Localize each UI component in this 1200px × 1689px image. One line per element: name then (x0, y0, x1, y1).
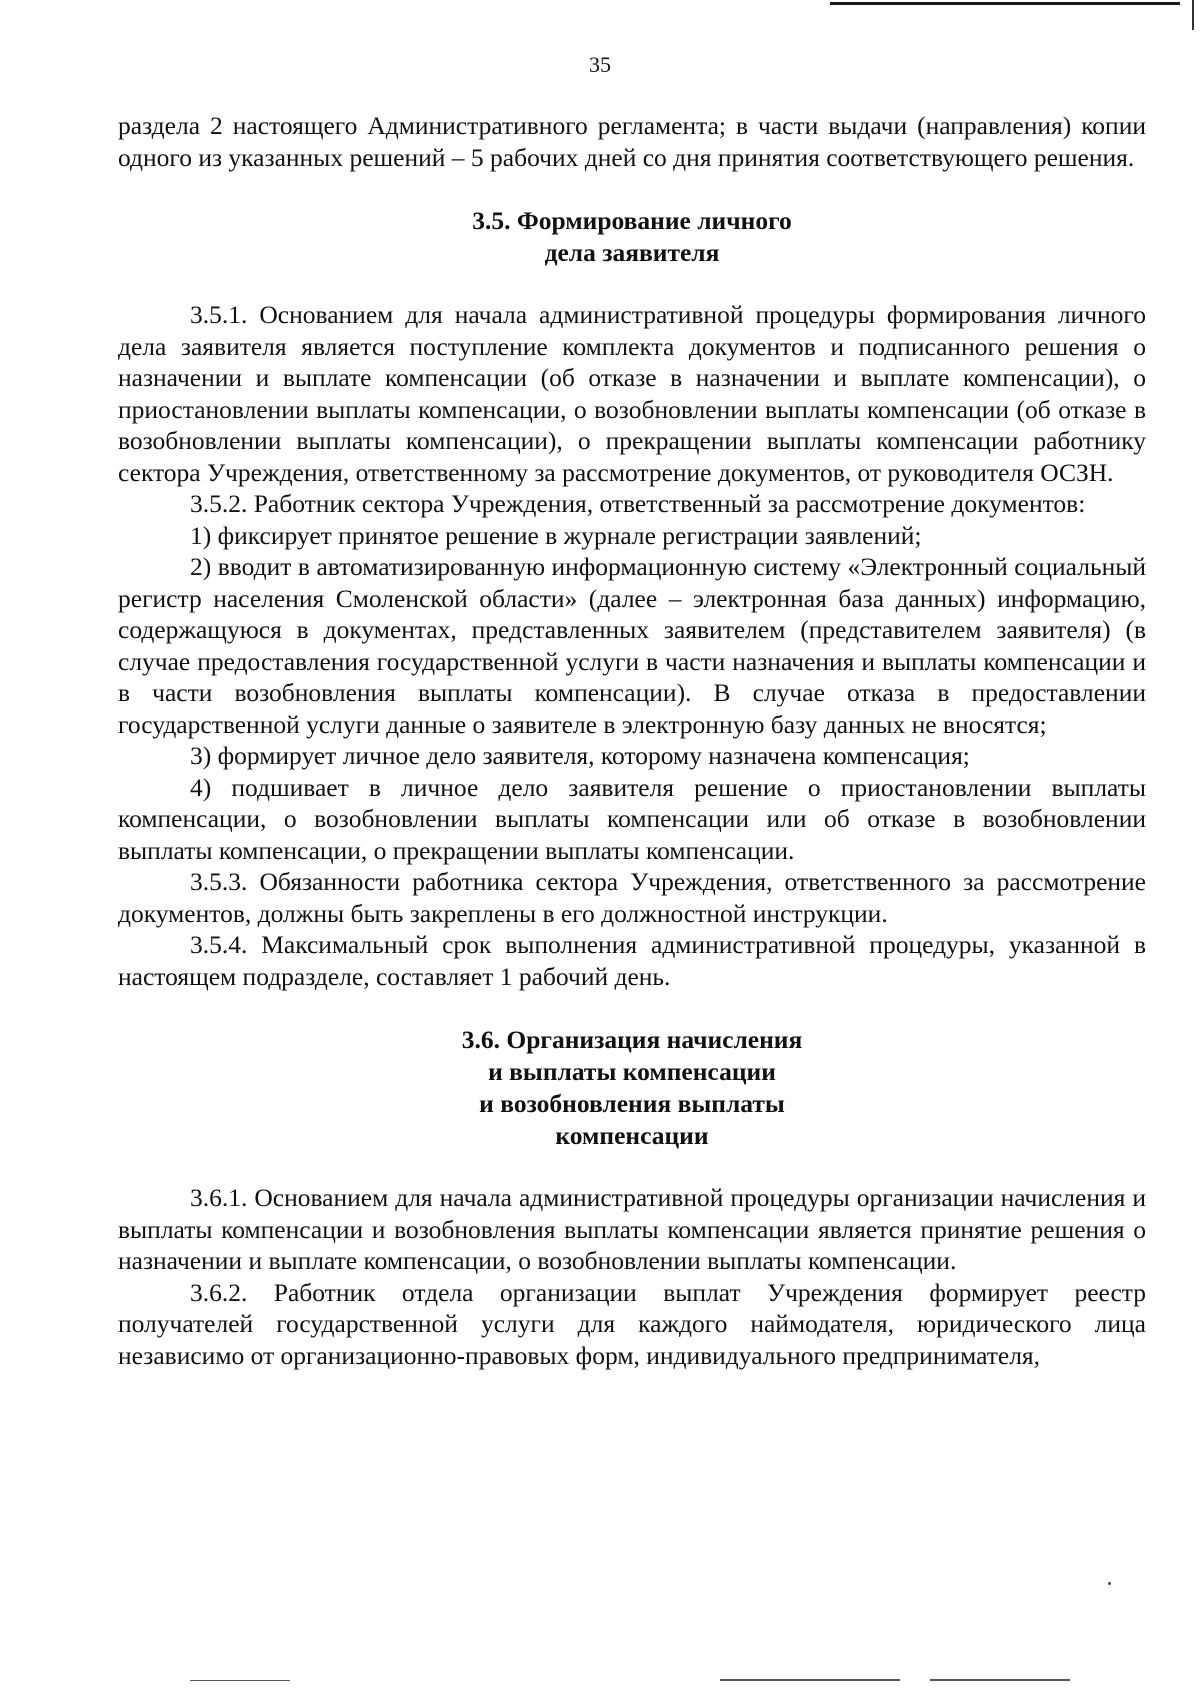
paragraph-3-5-4: 3.5.4. Максимальный срок выполнения административной процедуры, указанной в настоящем подразделе, составляет 1 рабочий день. (118, 930, 1146, 991)
paragraph-3-6-2: 3.6.2. Работник отдела организации выплат Учреждения формирует реестр получателей государственной услуги для каждого наймодателя, юридического лица независимо от организационно-правовых форм, индивидуального предпринимателя, (118, 1277, 1146, 1370)
page-number: 35 (589, 52, 611, 77)
scan-speck (1108, 1582, 1111, 1585)
section-3-6-heading (118, 1024, 1146, 1152)
paragraph-3-6-1: 3.6.1. Основанием для начала административной процедуры организации начисления и выплаты компенсации и возобновления выплаты компенсации является принятие решения о назначении и выплате компенсации, о возобновлении выплаты компенсации. (118, 1183, 1146, 1275)
scan-edge-line-bottom (930, 1679, 1070, 1681)
scan-edge-line-bottom (190, 1680, 290, 1681)
list-item-1: 1) фиксирует принятое решение в журнале регистрации заявлений; (190, 520, 922, 550)
scan-edge-line (830, 2, 1180, 5)
section-3-6-title-line2: и выплаты компенсации (488, 1057, 776, 1086)
section-3-6-title-line4: компенсации (555, 1121, 709, 1150)
document-body (118, 110, 1146, 1371)
list-item-4: 4) подшивает в личное дело заявителя решение о приостановлении выплаты компенсации, о возобновлении выплаты компенсации или об отказе в возобновлении выплаты компенсации, о прекращении выплаты компенсации. (118, 772, 1146, 865)
paragraph-3-5-2: 3.5.2. Работник сектора Учреждения, ответственный за рассмотрение документов: (190, 489, 1086, 518)
section-3-6-title-line3: и возобновления выплаты (479, 1089, 785, 1118)
section-3-5-heading (118, 205, 1146, 269)
paragraph-3-5-1: 3.5.1. Основанием для начала административной процедуры формирования личного дела заявителя является поступление комплекта документов и подписанного решения о назначении и выплате компенсации (об отказе в назначении и выплате компенсации), о приостановлении выплаты компенсации, о возобновлении выплаты компенсации (об отказе в возобновлении выплаты компенсации), о прекращении выплаты компенсации работнику сектора Учреждения, ответственному за рассмотрение документов, от руководителя ОСЗН. (118, 300, 1146, 487)
section-3-5-title-line1: 3.5. Формирование личного (472, 206, 792, 235)
section-3-6-title-line1: 3.6. Организация начисления (461, 1025, 803, 1054)
intro-paragraph: раздела 2 настоящего Административного регламента; в части выдачи (направления) копии одного из указанных решений – 5 рабочих дней со дня принятия соответствующего решения. (118, 111, 1146, 172)
list-item-3: 3) формирует личное дело заявителя, которому назначена компенсация; (190, 741, 970, 770)
section-3-5-title-line2: дела заявителя (544, 238, 720, 267)
scan-edge-line-right (1192, 0, 1194, 30)
paragraph-3-5-3: 3.5.3. Обязанности работника сектора Учреждения, ответственного за рассмотрение документов, должны быть закреплены в его должностной инструкции. (118, 867, 1146, 928)
list-item-2: 2) вводит в автоматизированную информационную систему «Электронный социальный регистр населения Смоленской области» (далее – электронная база данных) информацию, содержащуюся в документах, представленных заявителем (представителем заявителя) (в случае предоставления государственной услуги в части назначения и выплаты компенсации и в части возобновления выплаты компенсации). В случае отказа в предоставлении государственной услуги данные о заявителе в электронную базу данных не вносятся; (118, 552, 1146, 739)
scan-edge-line-bottom (720, 1679, 900, 1681)
